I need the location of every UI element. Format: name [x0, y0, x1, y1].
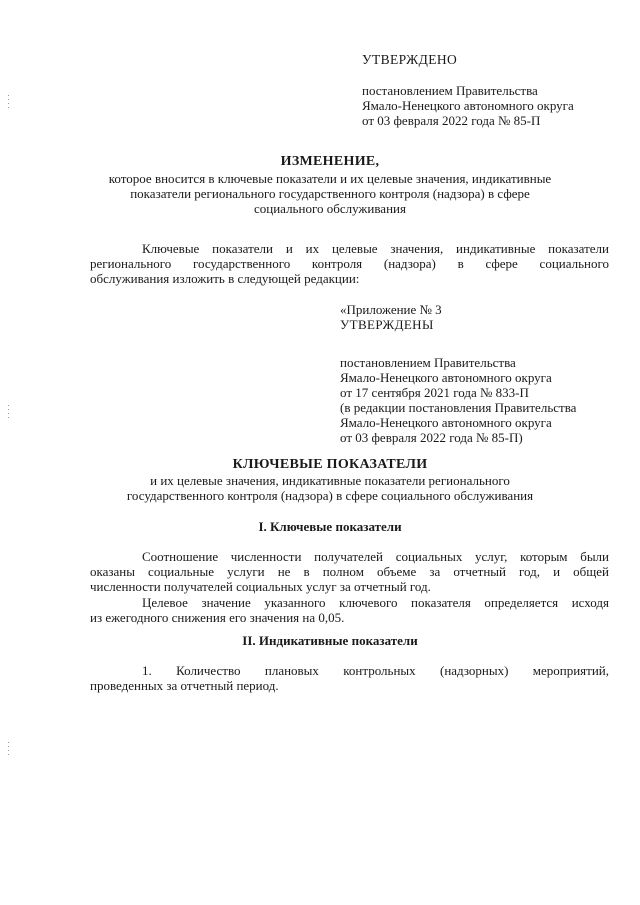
- section-1-line: Целевое значение указанного ключевого показателя определяется исходя: [142, 595, 609, 610]
- section-1-heading-wrap: [60, 519, 600, 534]
- key-indicators-subtitle-line: и их целевые значения, индикативные показатели регионального: [150, 473, 510, 488]
- appendix-label: «Приложение № 3: [340, 302, 442, 317]
- section-1-heading: I. Ключевые показатели: [258, 519, 402, 534]
- section-1-line: из ежегодного снижения его значения на 0,05.: [90, 610, 345, 625]
- section-1-paragraph-1: [90, 549, 609, 594]
- key-indicators-title: КЛЮЧЕВЫЕ ПОКАЗАТЕЛИ: [232, 457, 428, 472]
- intro-line: регионального государственного контроля (надзора) в сфере социального: [90, 256, 609, 271]
- appendix-approval-title: УТВЕРЖДЕНЫ: [340, 317, 434, 332]
- section-2-heading: II. Индикативные показатели: [242, 633, 418, 648]
- section-1-line: оказаны социальные услуги не в полном объеме за отчетный год, и общей: [90, 564, 609, 579]
- approval-title: УТВЕРЖДЕНО: [362, 52, 458, 67]
- intro-line: обслуживания изложить в следующей редакции:: [90, 271, 360, 286]
- section-2-line: 1. Количество плановых контрольных (надзорных) мероприятий,: [142, 663, 609, 678]
- appendix-approval-line: постановлением Правительства: [340, 355, 516, 370]
- section-1-line: численности получателей социальных услуг за отчетный год.: [90, 579, 431, 594]
- scan-mark: [8, 95, 9, 109]
- section-1-paragraph-2: [90, 595, 609, 625]
- appendix-approval-line: Ямало-Ненецкого автономного округа: [340, 370, 552, 385]
- approval-line: Ямало-Ненецкого автономного округа: [362, 98, 574, 113]
- change-subtitle-line: социального обслуживания: [254, 201, 406, 216]
- section-1-line: Соотношение численности получателей социальных услуг, которым были: [142, 549, 609, 564]
- intro-line: Ключевые показатели и их целевые значения, индикативные показатели: [142, 241, 609, 256]
- appendix-approval-line: Ямало-Ненецкого автономного округа: [340, 415, 552, 430]
- section-2-heading-wrap: [60, 633, 600, 648]
- scan-mark: [8, 405, 9, 419]
- scan-mark: [8, 742, 9, 756]
- key-indicators-header: [60, 457, 600, 503]
- change-header: [60, 154, 600, 216]
- appendix-approval-line: (в редакции постановления Правительства: [340, 400, 577, 415]
- change-subtitle-line: которое вносится в ключевые показатели и их целевые значения, индикативные: [108, 171, 552, 186]
- appendix-approval-line: от 03 февраля 2022 года № 85-П): [340, 430, 523, 445]
- intro-paragraph: [90, 241, 609, 286]
- section-2-line: проведенных за отчетный период.: [90, 678, 279, 693]
- appendix-approval-block: [340, 302, 620, 445]
- key-indicators-subtitle-line: государственного контроля (надзора) в сфере социального обслуживания: [126, 488, 534, 503]
- section-2-item-1: [90, 663, 609, 693]
- approval-block-top: [362, 52, 622, 128]
- appendix-approval-line: от 17 сентября 2021 года № 833-П: [340, 385, 529, 400]
- change-title: ИЗМЕНЕНИЕ,: [280, 154, 380, 169]
- approval-line: от 03 февраля 2022 года № 85-П: [362, 113, 541, 128]
- change-subtitle-line: показатели регионального государственного контроля (надзора) в сфере: [130, 186, 530, 201]
- approval-line: постановлением Правительства: [362, 83, 538, 98]
